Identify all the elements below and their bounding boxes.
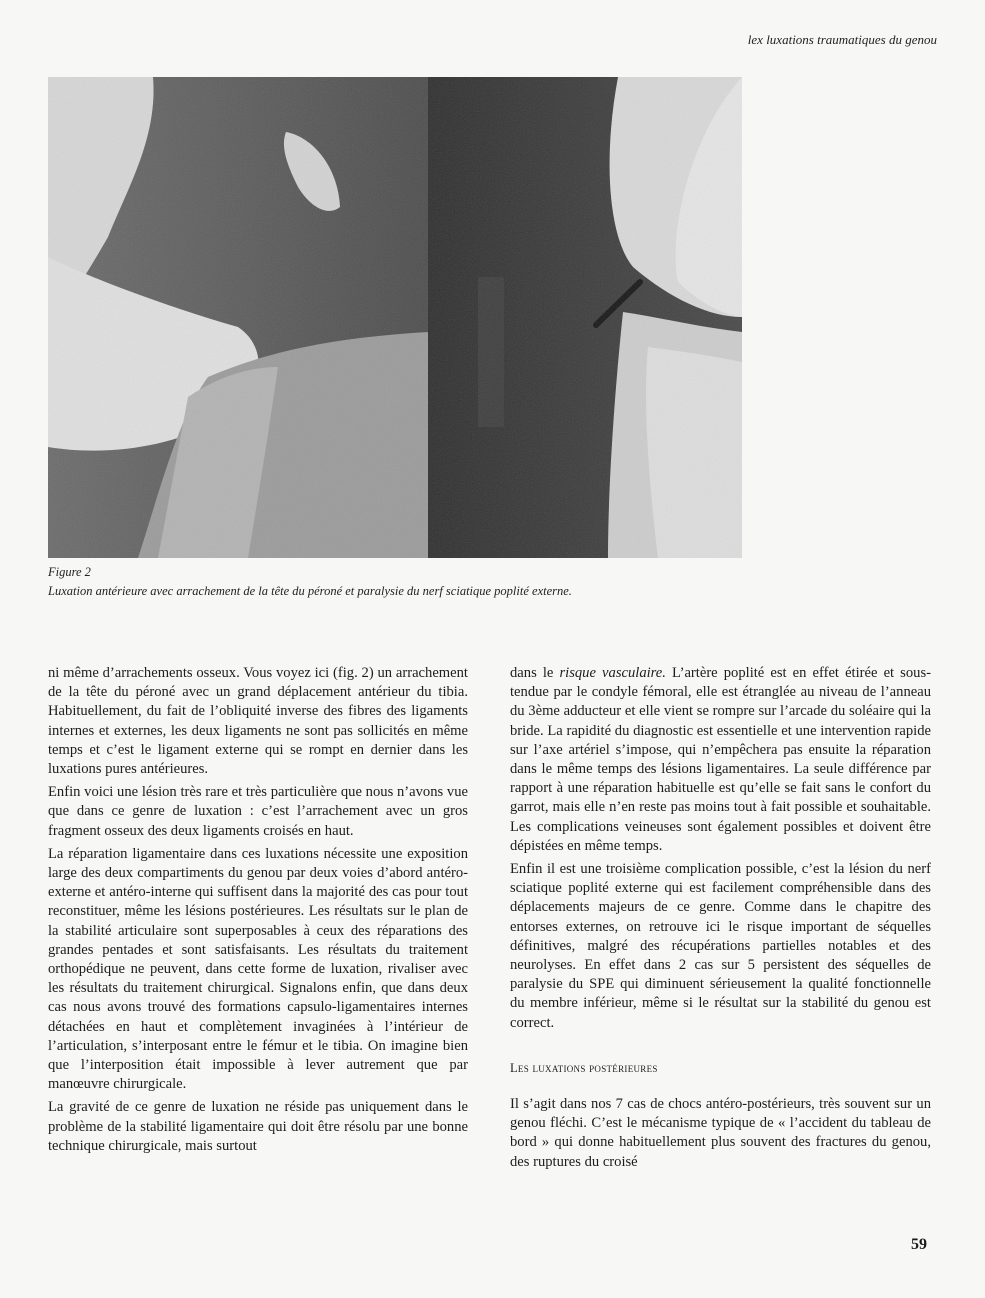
emphasis-risque-vasculaire: risque vasculaire. [559, 665, 666, 681]
paragraph: La gravité de ce genre de luxation ne réside pas uniquement dans le problème de la stabilité ligamentaire qui doit être résolu par une bonne technique chirurgicale, mais surtout [48, 1099, 468, 1154]
figure-caption-text: Luxation antérieure avec arrachement de la tête du péroné et paralysie du nerf sciatique poplité externe. [48, 584, 572, 598]
figure-label: Figure 2 [48, 565, 91, 579]
figure-caption [48, 563, 748, 601]
xray-image [48, 77, 742, 558]
left-column [48, 664, 468, 1160]
paragraph [510, 664, 931, 856]
xray-figure [48, 77, 742, 558]
paragraph-rest: L’artère poplité est en effet étirée et sous-tendue par le condyle fémoral, elle est étranglée au niveau de l’anneau du 3ème adducteur et elle vient se rompre sur l’arcade du soléaire qui la bride. La rapidité du diagnostic est essentielle et une intervention rapide sur l’axe artériel s’impose, qui n’empêchera pas ensuite la réparation dans le même temps des lésions ligamentaires. La seule différence par rapport à une réparation habituelle est qu’elle se fait sans le confort du garrot, mais elle n’en reste pas moins tout à fait possible et souhaitable. Les complications veineuses sont également possibles et doivent être dépistées en même temps. [510, 665, 931, 854]
paragraph: Enfin voici une lésion très rare et très particulière que nous n’avons vue que dans ce genre de luxation : c’est l’arrachement avec un gros fragment osseux des deux ligaments croisés en haut. [48, 784, 468, 839]
right-column [510, 664, 931, 1176]
paragraph: ni même d’arrachements osseux. Vous voyez ici (fig. 2) un arrachement de la tête du péroné avec un grand déplacement antérieur du tibia. Habituellement, du fait de l’obliquité inverse des fibres des ligaments internes et externes, les deux ligaments ne sont pas sollicités en même temps et c’est le ligament externe qui se rompt en dernier dans les luxations pures antérieures. [48, 665, 468, 778]
paragraph: Il s’agit dans nos 7 cas de chocs antéro-postérieurs, très souvent sur un genou fléchi. C’est le mécanisme typique de « l’accident du tableau de bord » qui donne habituellement plus souvent des fractures du genou, des ruptures du croisé [510, 1096, 931, 1170]
running-head: lex luxations traumatiques du genou [747, 32, 937, 47]
section-heading: Les luxations postérieures [510, 1060, 658, 1075]
paragraph-prefix: dans le [510, 665, 560, 681]
paragraph: La réparation ligamentaire dans ces luxations nécessite une exposition large des deux compartiments du genou par deux voies d’abord antéro-externe et antéro-interne qui suffisent dans la majorité des cas pour tout reconstituer, même les lésions postérieures. Les résultats sur le plan de la stabilité articulaire sont superposables à ceux des réparations des grandes pentades et sont satisfaisants. Les résultats du traitement orthopédique ne peuvent, dans cette forme de luxation, rivaliser avec les résultats du traitement chirurgical. Signalons enfin, que dans deux cas nous avons trouvé des formations capsulo-ligamentaires internes détachées en haut et complètement invaginées à l’intérieur de l’articulation, s’interposant entre le fémur et le tibia. On imagine bien que l’interposition était impossible à lever autrement que par manœuvre chirurgicale. [48, 845, 468, 1093]
paragraph: Enfin il est une troisième complication possible, c’est la lésion du nerf sciatique poplité externe qui est facilement compréhensible dans des déplacements majeurs de ce genre. Comme dans le chapitre des entorses externes, on retrouve ici le risque important de séquelles définitives, malgré des récupérations partielles notables et des neurolyses. En effet dans 2 cas sur 5 persistent des séquelles de paralysie du SPE qui diminuent sérieusement la qualité fonctionnelle du membre inférieur, même si le résultat sur la stabilité du genou est correct. [510, 861, 931, 1031]
page-number: 59 [911, 1236, 927, 1253]
